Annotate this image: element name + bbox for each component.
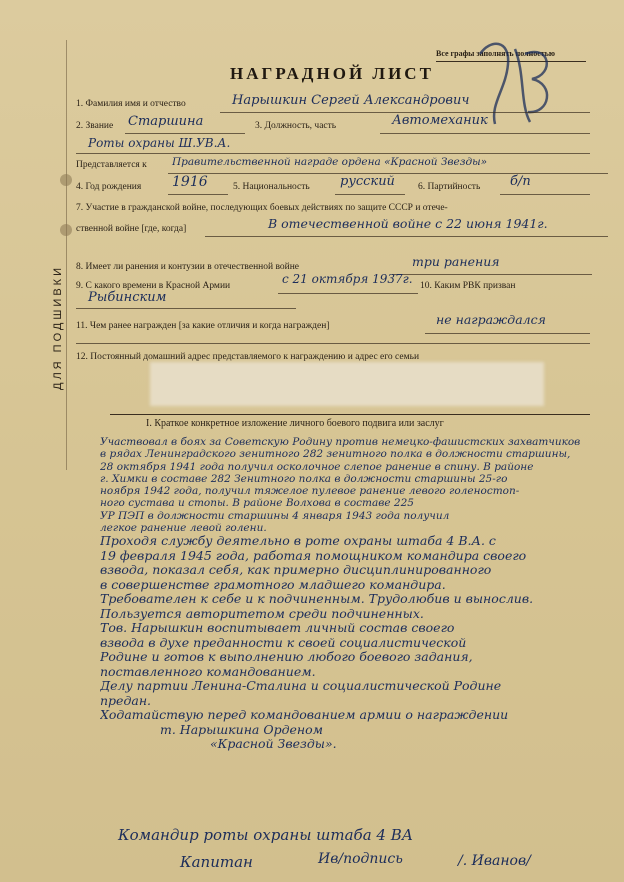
signature-rank: Капитан <box>180 853 253 871</box>
field-3-cont-line <box>76 153 590 154</box>
field-5-value: русский <box>340 174 395 189</box>
fill-note: Все графы заполнять полностью <box>436 49 556 58</box>
narrative-line: легкое ранение левой голени. <box>100 522 267 535</box>
field-11-line <box>425 333 590 334</box>
narrative-line: в совершенстве грамотного младшего командира. <box>100 577 446 592</box>
field-7-label-b: ственной войне [где, когда] <box>76 224 187 234</box>
narrative-line: в рядах Ленинградского зенитного 282 зенитного полка в должности старшины, <box>100 448 571 461</box>
field-6-label: 6. Партийность <box>418 182 481 192</box>
narrative-line: Участвовал в боях за Советскую Родину против немецко-фашистских захватчиков <box>100 436 581 448</box>
signature-scribble: Ив/подпись <box>318 851 403 867</box>
narrative-line: Проходя службу деятельно в роте охраны штаба 4 В.А. с <box>100 534 496 549</box>
margin-line <box>66 40 67 470</box>
field-10-label: 10. Каким РВК призван <box>420 281 516 291</box>
signature-name: /. Иванов/ <box>458 853 531 869</box>
field-6-line <box>500 194 590 195</box>
fill-note-rule <box>436 61 586 62</box>
field-4-label: 4. Год рождения <box>76 182 142 192</box>
field-11-label: 11. Чем ранее награжден [за какие отличия и когда награжден] <box>76 321 330 331</box>
field-3-label: 3. Должность, часть <box>255 121 337 131</box>
field-11-value: не награждался <box>436 312 546 327</box>
field-9-line <box>278 293 418 294</box>
field-1-value: Нарышкин Сергей Александрович <box>232 93 470 108</box>
narrative-line: УР ПЭП в должности старшины 4 января 1943 года получил <box>100 509 450 522</box>
redacted-address <box>150 362 544 406</box>
narrative-line: Делу партии Ленина-Сталина и социалистической Родине <box>100 679 502 694</box>
field-7-line <box>205 236 608 237</box>
field-3-value: Автомеханик <box>392 113 488 128</box>
narrative-line: поставленного командованием. <box>100 664 316 679</box>
field-2-value: Старшина <box>128 114 204 129</box>
narrative-line: Родине и готов к выполнению любого боевого задания, <box>100 650 473 665</box>
field-2-line <box>125 133 245 134</box>
page-title: НАГРАДНОЙ ЛИСТ <box>230 64 434 83</box>
field-5-line <box>335 194 405 195</box>
side-label: ДЛЯ ПОДШИВКИ <box>52 265 64 390</box>
narrative-line: 28 октября 1941 года получил осколочное слепое ранение в спину. В районе <box>100 460 534 473</box>
punch-hole <box>60 174 72 186</box>
field-10-value: Рыбинским <box>88 290 167 305</box>
narrative-line: Пользуется авторитетом среди подчиненных. <box>100 606 424 621</box>
narrative-line: предан. <box>100 693 152 708</box>
field-11-cont-line <box>76 343 590 344</box>
field-9-value: с 21 октября 1937г. <box>282 272 413 286</box>
field-12-label: 12. Постоянный домашний адрес представляемого к награждению и адрес его семьи <box>76 352 420 362</box>
field-1-label: 1. Фамилия имя и отчество <box>76 99 186 109</box>
narrative-line: 19 февраля 1945 года, работая помощником командира своего <box>100 548 527 563</box>
field-4-line <box>168 194 228 195</box>
signature-commander-line: Командир роты охраны штаба 4 ВА <box>118 826 414 844</box>
field-8-label: 8. Имеет ли ранения и контузии в отечественной войне <box>76 262 300 272</box>
narrative <box>100 436 606 752</box>
field-6-value: б/п <box>510 174 531 189</box>
narrative-line: г. Химки в составе 282 Зенитного полка в должности старшины 25-го <box>100 472 508 485</box>
field-2-label: 2. Звание <box>76 121 114 131</box>
narrative-line: взвода в духе преданности к своей социалистической <box>100 635 467 650</box>
narrative-line: Требователен к себе и к подчиненным. Трудолюбив и вынослив. <box>100 592 534 607</box>
field-8-value: три ранения <box>412 254 500 269</box>
narrative-line: Ходатайствую перед командованием армии о награждении <box>100 708 509 723</box>
nominated-value: Правительственной награде ордена «Красной Звезды» <box>172 156 488 168</box>
field-7-label-a: 7. Участие в гражданской войне, последующих боевых действиях по защите СССР и отече- <box>76 203 448 213</box>
field-5-label: 5. Национальность <box>233 182 310 192</box>
field-7-value: В отечественной войне с 22 июня 1941г. <box>268 216 548 231</box>
narrative-line: «Красной Звезды». <box>210 737 337 752</box>
narrative-line: Тов. Нарышкин воспитывает личный состав своего <box>100 621 455 636</box>
field-9-label: 9. С какого времени в Красной Армии <box>76 281 231 291</box>
narrative-line: ноября 1942 года, получил тяжелое пулевое ранение левого голеностоп- <box>100 485 520 498</box>
narrative-line: ного сустава и стопы. В районе Волхова в составе 225 <box>100 497 414 510</box>
field-3-line <box>380 133 590 134</box>
field-3-value-cont: Роты охраны Ш.УВ.А. <box>88 136 231 150</box>
field-10-line <box>76 308 296 309</box>
narrative-line: взвода, показал себя, как примерно дисциплинированного <box>100 563 492 578</box>
nominated-label: Представляется к <box>76 160 147 170</box>
section-heading: I. Краткое конкретное изложение личного боевого подвига или заслуг <box>146 418 444 429</box>
field-8-line <box>392 274 592 275</box>
section-divider <box>110 414 590 415</box>
narrative-line: т. Нарышкина Орденом <box>160 722 324 737</box>
punch-hole <box>60 224 72 236</box>
field-4-value: 1916 <box>172 174 208 190</box>
